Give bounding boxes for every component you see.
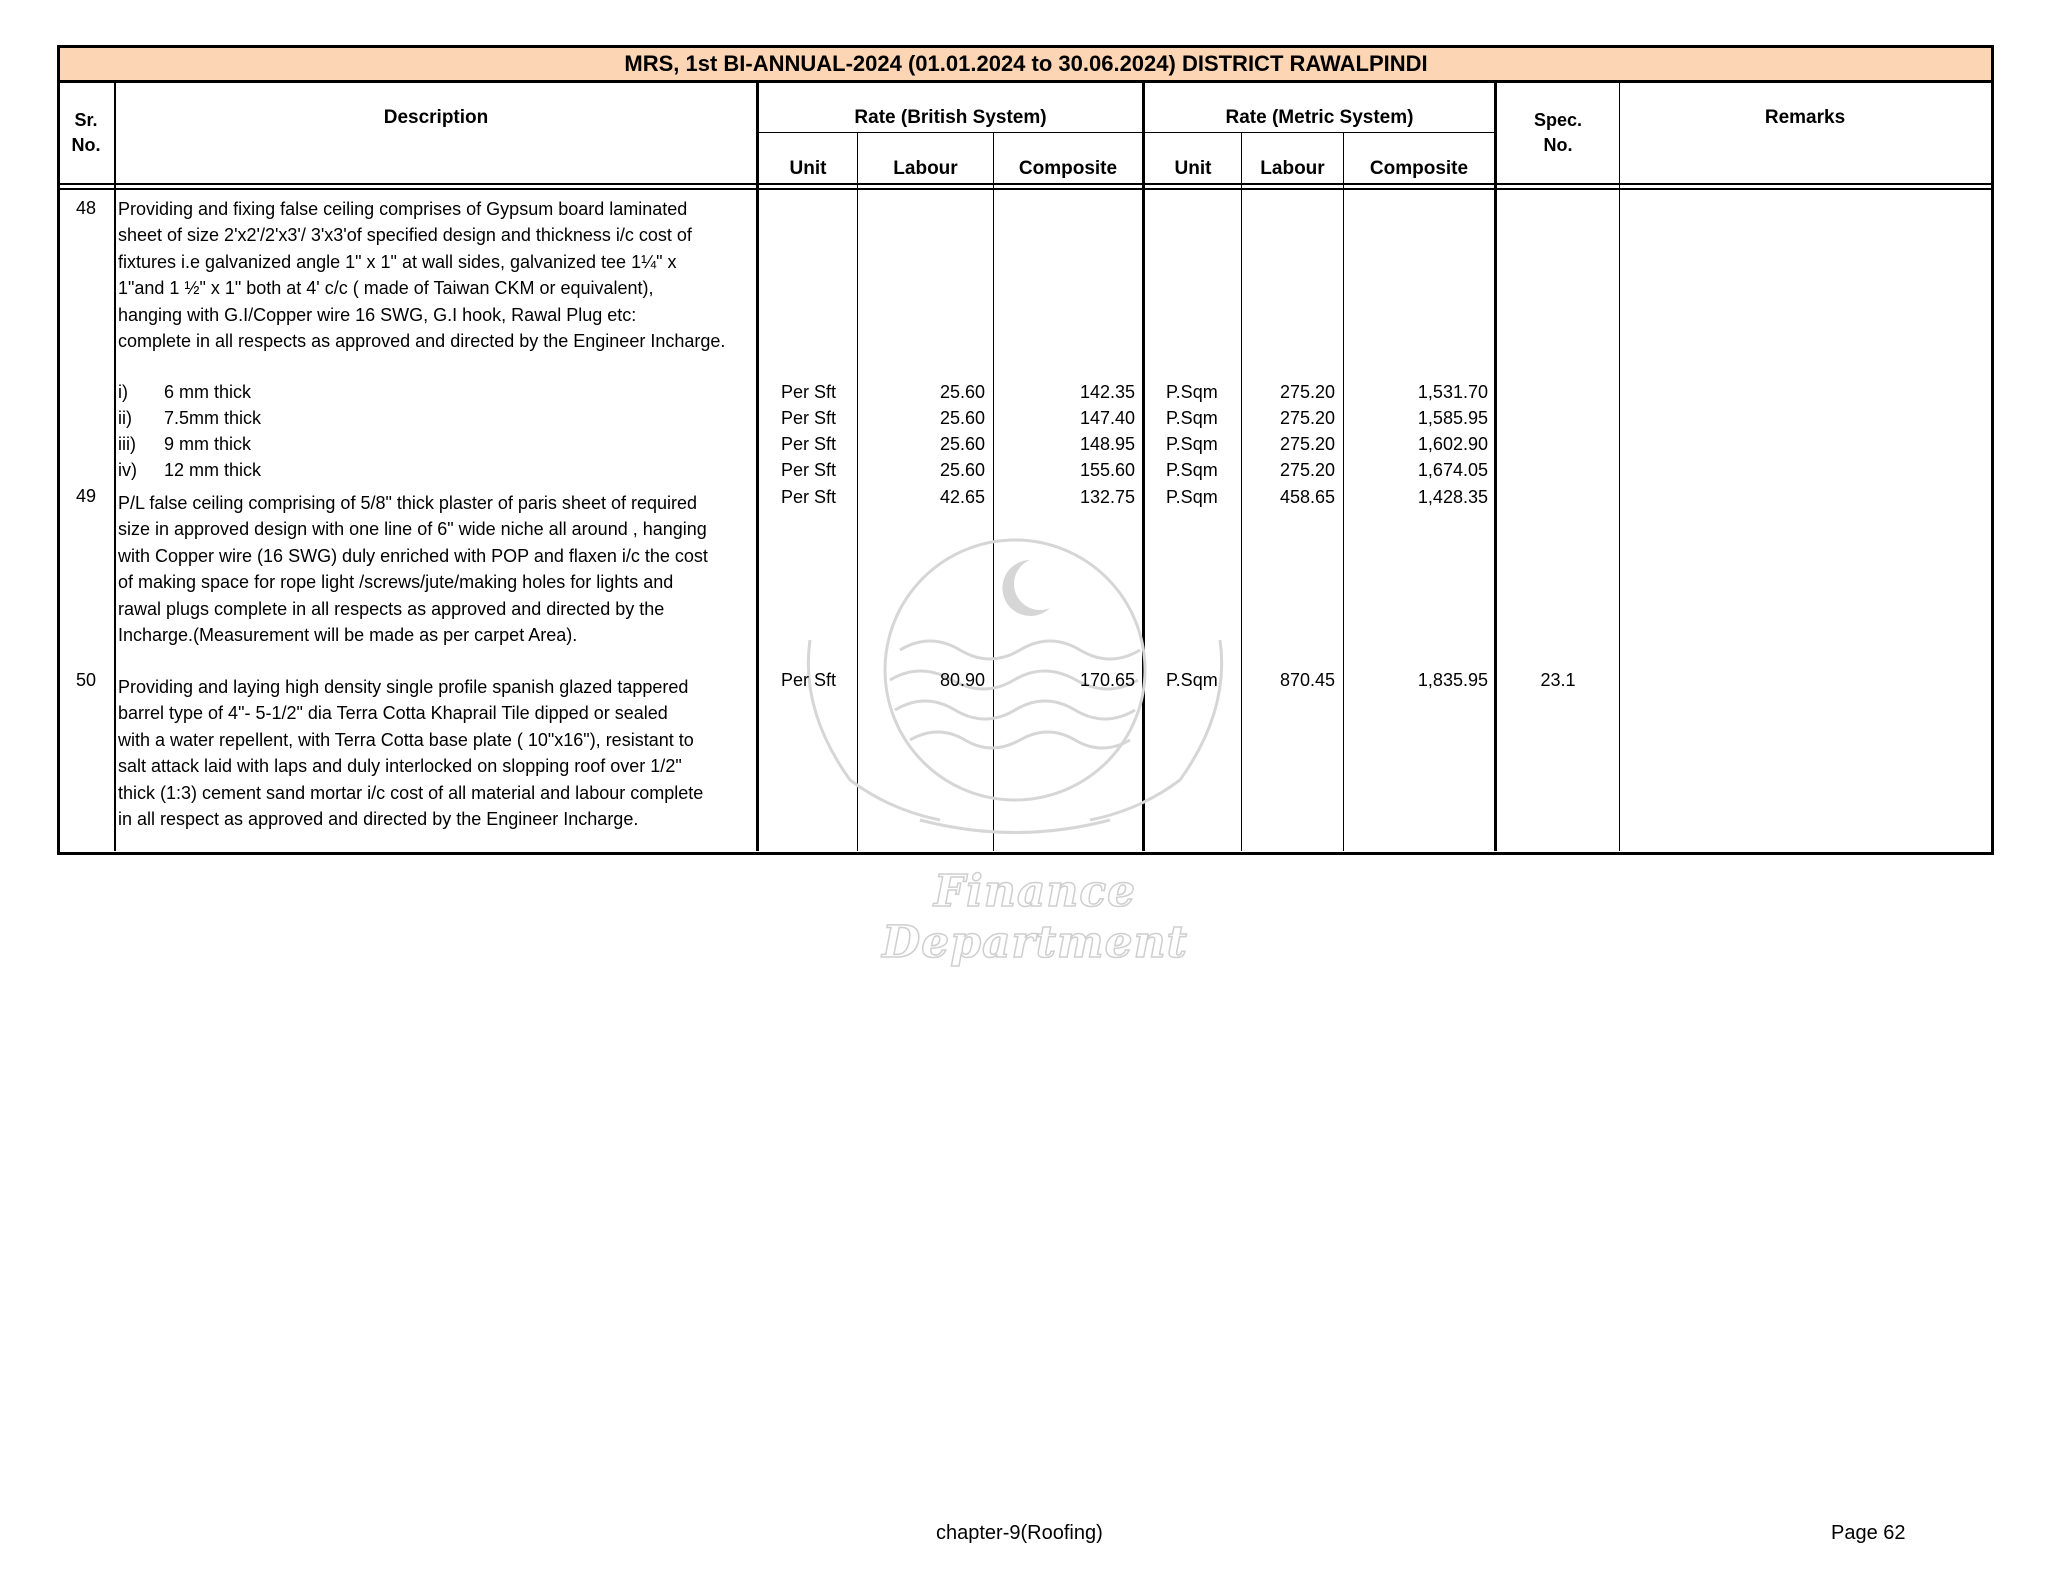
description-line: of making space for rope light /screws/jute/making holes for lights and [118, 572, 674, 593]
col-line-labour-m [1343, 133, 1344, 851]
col-line-spec [1619, 81, 1620, 851]
unit-metric: P.Sqm [1166, 434, 1218, 454]
description-line: sheet of size 2'x2'/2'x3'/ 3'x3'of specified design and thickness i/c cost of [118, 225, 692, 246]
description-line: complete in all respects as approved and directed by the Engineer Incharge. [118, 331, 726, 352]
description-line: 1"and 1 ½" x 1" both at 4' c/c ( made of Taiwan CKM or equivalent), [118, 278, 654, 299]
composite-metric: 1,602.90 [1417, 434, 1488, 454]
header-composite-british: Composite [1018, 158, 1118, 179]
subitem-label: iii) [118, 434, 136, 454]
header-divider-top [58, 183, 1991, 185]
labour-metric: 458.65 [1279, 487, 1335, 507]
description-line: salt attack laid with laps and duly interlocked on slopping roof over 1/2" [118, 756, 682, 777]
unit-british: Per Sft [781, 487, 837, 507]
unit-british: Per Sft [781, 434, 837, 454]
description-line: thick (1:3) cement sand mortar i/c cost of all material and labour complete [118, 782, 704, 803]
labour-metric: 275.20 [1279, 408, 1335, 428]
header-description: Description [383, 107, 489, 128]
labour-british: 25.60 [939, 408, 985, 428]
header-spec-no: Spec. No. [1533, 110, 1583, 155]
labour-metric: 275.20 [1279, 382, 1335, 402]
description-line: P/L false ceiling comprising of 5/8" thick plaster of paris sheet of required [118, 493, 698, 513]
description-line: size in approved design with one line of 6" wide niche all around , hanging [118, 519, 707, 540]
header-sr-no: Sr. No. [71, 110, 101, 155]
description-48 [118, 196, 756, 354]
labour-british: 25.60 [939, 434, 985, 454]
labour-metric: 275.20 [1279, 434, 1335, 454]
col-line-desc [756, 81, 759, 851]
description-line: fixtures i.e galvanized angle 1" x 1" at wall sides, galvanized tee 1¼" x [118, 251, 677, 272]
unit-british: Per Sft [781, 460, 837, 480]
header-divider-bottom [58, 188, 1991, 190]
subitem-desc: 6 mm thick [164, 382, 252, 402]
labour-british: 25.60 [939, 460, 985, 480]
header-unit-british: Unit [789, 158, 827, 179]
sr-48: 48 [75, 198, 97, 218]
col-line-unit-m [1241, 133, 1242, 851]
labour-british: 42.65 [939, 487, 985, 507]
subitem-label: ii) [118, 408, 132, 428]
description-line: rawal plugs complete in all respects as approved and directed by the [118, 598, 665, 619]
unit-british: Per Sft [781, 408, 837, 428]
header-labour-british: Labour [893, 158, 958, 179]
description-49 [118, 490, 756, 648]
header-rate-metric: Rate (Metric System) [1225, 107, 1414, 128]
composite-metric: 1,428.35 [1417, 487, 1488, 507]
labour-metric: 275.20 [1279, 460, 1335, 480]
composite-british: 155.60 [1079, 460, 1135, 480]
sr-49: 49 [75, 486, 97, 506]
header-composite-metric: Composite [1369, 158, 1469, 179]
subitem-desc: 9 mm thick [164, 434, 252, 454]
spec-no: 23.1 [1540, 670, 1576, 690]
composite-metric: 1,531.70 [1417, 382, 1488, 402]
composite-metric: 1,585.95 [1417, 408, 1488, 428]
title-divider [58, 80, 1991, 83]
description-line: with Copper wire (16 SWG) duly enriched with POP and flaxen i/c the cost [118, 545, 708, 566]
unit-metric: P.Sqm [1166, 408, 1218, 428]
watermark-text: Finance Department [882, 866, 1188, 968]
composite-british: 148.95 [1079, 434, 1135, 454]
description-50 [118, 674, 756, 832]
labour-british: 80.90 [939, 670, 985, 690]
footer-page-number: Page 62 [1831, 1522, 1906, 1544]
unit-british: Per Sft [781, 382, 837, 402]
col-line-sr [114, 81, 116, 851]
unit-metric: P.Sqm [1166, 382, 1218, 402]
subitem-desc: 7.5mm thick [164, 408, 262, 428]
header-rate-british: Rate (British System) [854, 107, 1047, 128]
sr-50: 50 [75, 670, 97, 690]
description-line: hanging with G.I/Copper wire 16 SWG, G.I hook, Rawal Plug etc: [118, 304, 637, 325]
labour-british: 25.60 [939, 382, 985, 402]
composite-metric: 1,835.95 [1417, 670, 1488, 690]
british-subheader-divider [757, 132, 1144, 133]
page-title: MRS, 1st BI-ANNUAL-2024 (01.01.2024 to 30.06.2024) DISTRICT RAWALPINDI [624, 51, 1428, 76]
unit-british: Per Sft [781, 670, 837, 690]
composite-british: 170.65 [1079, 670, 1135, 690]
col-line-metric [1494, 81, 1497, 851]
header-remarks: Remarks [1764, 107, 1846, 128]
header-unit-metric: Unit [1174, 158, 1212, 179]
footer-chapter: chapter-9(Roofing) [936, 1522, 1103, 1544]
header-labour-metric: Labour [1260, 158, 1325, 179]
unit-metric: P.Sqm [1166, 487, 1218, 507]
metric-subheader-divider [1144, 132, 1496, 133]
description-line: in all respect as approved and directed by the Engineer Incharge. [118, 809, 639, 830]
description-line: with a water repellent, with Terra Cotta base plate ( 10"x16"), resistant to [118, 729, 694, 750]
composite-british: 147.40 [1079, 408, 1135, 428]
subitem-label: iv) [118, 460, 137, 480]
unit-metric: P.Sqm [1166, 460, 1218, 480]
composite-british: 132.75 [1079, 487, 1135, 507]
subitem-label: i) [118, 382, 128, 402]
composite-british: 142.35 [1079, 382, 1135, 402]
description-line: Providing and fixing false ceiling comprises of Gypsum board laminated [118, 199, 688, 219]
unit-metric: P.Sqm [1166, 670, 1218, 690]
composite-metric: 1,674.05 [1417, 460, 1488, 480]
description-line: Incharge.(Measurement will be made as per carpet Area). [118, 625, 578, 646]
subitem-desc: 12 mm thick [164, 460, 262, 480]
description-line: Providing and laying high density single profile spanish glazed tappered [118, 677, 689, 697]
labour-metric: 870.45 [1279, 670, 1335, 690]
description-line: barrel type of 4"- 5-1/2" dia Terra Cotta Khaprail Tile dipped or sealed [118, 703, 668, 724]
